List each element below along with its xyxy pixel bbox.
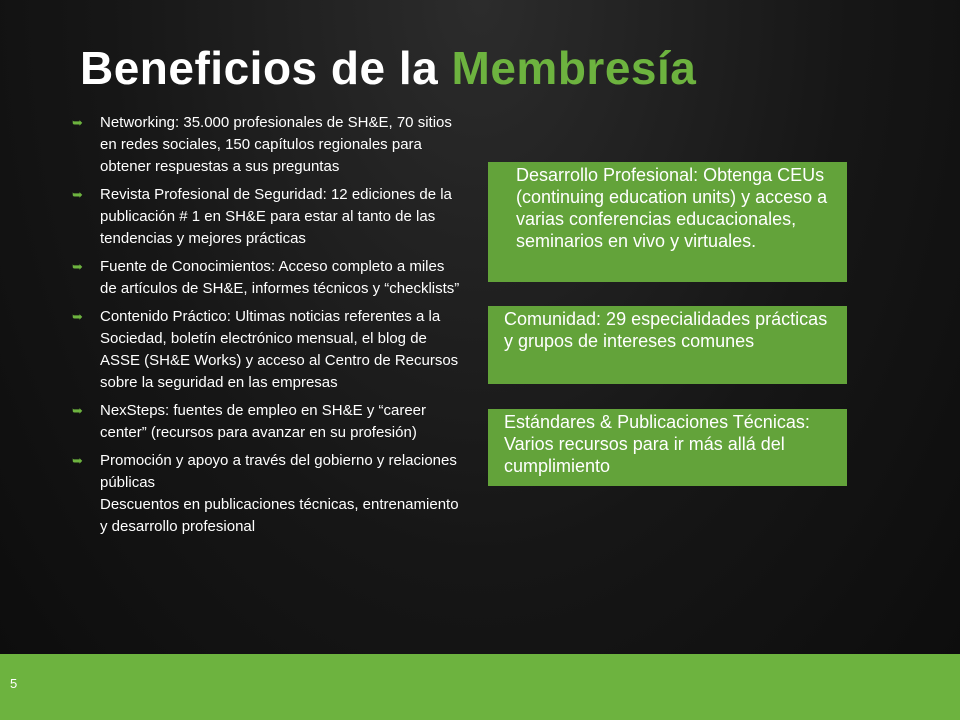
arrow-bullet-icon: ➥ bbox=[72, 187, 83, 202]
benefits-list bbox=[72, 112, 462, 544]
benefit-text: Revista Profesional de Seguridad: 12 ediciones de la publicación # 1 en SH&E para estar al tanto de las tendencias y mejores prácticas bbox=[100, 186, 452, 247]
benefit-item bbox=[72, 306, 462, 394]
benefit-text: Contenido Práctico: Ultimas noticias referentes a la Sociedad, boletín electrónico mensual, el blog de ASSE (SH&E Works) y acceso al Centro de Recursos sobre la seguridad en las empresas bbox=[100, 308, 459, 391]
slide-title bbox=[80, 40, 696, 96]
professional-development-box bbox=[488, 162, 847, 282]
page-number: 5 bbox=[10, 676, 18, 691]
box-text: Estándares & Publicaciones Técnicas: Varios recursos para ir más allá del cumplimiento bbox=[504, 412, 810, 476]
arrow-bullet-icon: ➥ bbox=[72, 453, 83, 468]
benefit-text: NexSteps: fuentes de empleo en SH&E y “career center” (recursos para avanzar en su profesión) bbox=[100, 402, 427, 441]
box-text: Comunidad: 29 especialidades prácticas y grupos de intereses comunes bbox=[504, 309, 828, 351]
arrow-bullet-icon: ➥ bbox=[72, 309, 83, 324]
standards-box bbox=[488, 409, 847, 486]
benefit-item bbox=[72, 256, 462, 300]
arrow-bullet-icon: ➥ bbox=[72, 115, 83, 130]
benefit-text: Fuente de Conocimientos: Acceso completo a miles de artículos de SH&E, informes técnicos y “checklists” bbox=[100, 258, 460, 297]
benefit-item bbox=[72, 112, 462, 178]
footer-bar bbox=[0, 654, 960, 720]
benefit-item bbox=[72, 400, 462, 444]
box-text: Desarrollo Profesional: Obtenga CEUs (continuing education units) y acceso a varias conferencias educacionales, seminarios en vivo y virtuales. bbox=[516, 165, 828, 251]
benefit-item bbox=[72, 450, 462, 538]
community-box bbox=[488, 306, 847, 384]
benefit-continuation-text: Descuentos en publicaciones técnicas, entrenamiento y desarrollo profesional bbox=[100, 496, 459, 535]
arrow-bullet-icon: ➥ bbox=[72, 259, 83, 274]
arrow-bullet-icon: ➥ bbox=[72, 403, 83, 418]
benefit-item bbox=[72, 184, 462, 250]
title-text: Beneficios de la bbox=[80, 42, 452, 94]
title-accent-text: Membresía bbox=[451, 42, 697, 94]
benefit-text: Promoción y apoyo a través del gobierno y relaciones públicas bbox=[100, 452, 457, 491]
benefit-text: Networking: 35.000 profesionales de SH&E, 70 sitios en redes sociales, 150 capítulos regionales para obtener respuestas a sus preguntas bbox=[100, 114, 452, 175]
